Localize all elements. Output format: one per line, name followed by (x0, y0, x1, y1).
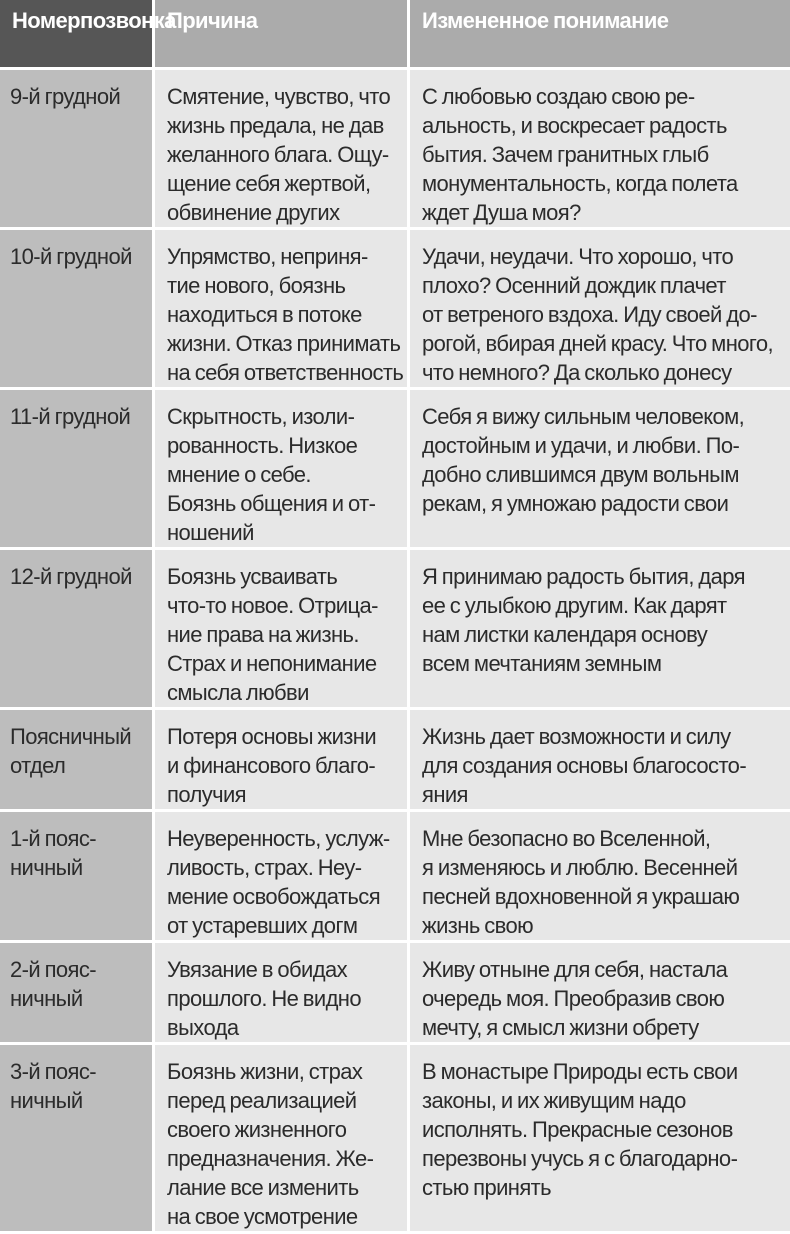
header-vertebra-number (0, 0, 176, 70)
cell-text-line: исполнять. Прекрасные сезонов (422, 1117, 733, 1142)
cause-cell (155, 550, 410, 710)
cell-text-line: жизнь свою (422, 913, 533, 938)
cell-text-line: желанного блага. Ощу- (167, 142, 389, 167)
cell-text-line: своего жизненного (167, 1117, 347, 1142)
cell-text-line: Жизнь дает возможности и силу (422, 724, 731, 749)
header-text-line: позвонка (80, 8, 176, 33)
table-row (0, 812, 790, 943)
cell-text-line: Страх и непонимание (167, 651, 377, 676)
cell-text-line: Неуверенность, услуж- (167, 826, 390, 851)
cell-text-line: 9-й грудной (10, 84, 121, 109)
cell-text-line: на себя ответственность (167, 360, 404, 385)
cell-text-line: прошлого. Не видно (167, 986, 361, 1011)
cell-text-line: 2-й пояс- (10, 957, 96, 982)
cell-text-line: 12-й грудной (10, 564, 132, 589)
cell-text-line: Себя я вижу сильным человеком, (422, 404, 745, 429)
cell-text-line: рогой, вбирая дней красу. Что много, (422, 331, 773, 356)
cell-text-line: мнение о себе. (167, 462, 311, 487)
cell-text-line: ничный (10, 1088, 83, 1113)
cell-text-line: Смятение, чувство, что (167, 84, 391, 109)
cell-text-line: ничный (10, 855, 83, 880)
cell-text-line: добно слившимся двум вольным (422, 462, 739, 487)
cell-text-line: песней вдохновенной я украшаю (422, 884, 740, 909)
cell-text-line: Боязнь общения и от- (167, 491, 376, 516)
cell-text-line: 10-й грудной (10, 244, 132, 269)
header-cause (155, 0, 410, 70)
cell-text-line: плохо? Осенний дождик плачет (422, 273, 726, 298)
cell-text-line: Поясничный (10, 724, 132, 749)
cell-text-line: получия (167, 782, 246, 807)
cell-text-line: С любовью создаю свою ре- (422, 84, 695, 109)
vertebra-cell (0, 943, 155, 1045)
table-row (0, 70, 790, 230)
table-row (0, 390, 790, 550)
header-changed-understanding (410, 0, 790, 70)
understanding-cell (410, 1045, 790, 1234)
cell-text-line: от ветреного вздоха. Иду своей до- (422, 302, 757, 327)
cell-text-line: для создания основы благососто- (422, 753, 747, 778)
vertebra-cell (0, 710, 155, 812)
table-row (0, 943, 790, 1045)
cell-text-line: я изменяюсь и люблю. Весенней (422, 855, 738, 880)
cell-text-line: мечту, я смысл жизни обрету (422, 1015, 699, 1040)
table-row (0, 230, 790, 390)
understanding-cell (410, 70, 790, 230)
cell-text-line: на свое усмотрение (167, 1204, 358, 1229)
cell-text-line: ждет Душа моя? (422, 200, 581, 225)
cell-text-line: от устаревших догм (167, 913, 358, 938)
cell-text-line: и финансового благо- (167, 753, 376, 778)
cell-text-line: Упрямство, неприня- (167, 244, 368, 269)
understanding-cell (410, 943, 790, 1045)
cell-text-line: ничный (10, 986, 83, 1011)
understanding-cell (410, 550, 790, 710)
cell-text-line: находиться в потоке (167, 302, 362, 327)
cell-text-line: лание все изменить (167, 1175, 359, 1200)
cell-text-line: Удачи, неудачи. Что хорошо, что (422, 244, 734, 269)
cause-cell (155, 1045, 410, 1234)
cell-text-line: бытия. Зачем гранитных глыб (422, 142, 709, 167)
vertebra-cell (0, 390, 155, 550)
cell-text-line: ее с улыбкою другим. Как дарят (422, 593, 727, 618)
cell-text-line: перезвоны учусь я с благодарно- (422, 1146, 738, 1171)
table-row (0, 1045, 790, 1234)
cell-text-line: мение освобождаться (167, 884, 381, 909)
understanding-cell (410, 230, 790, 390)
header-text-line: Номер (12, 8, 80, 33)
cause-cell (155, 230, 410, 390)
vertebra-cell (0, 70, 155, 230)
cell-text-line: Боязнь усваивать (167, 564, 338, 589)
cell-text-line: что немного? Да сколько донесу (422, 360, 732, 385)
vertebra-cell (0, 230, 155, 390)
table-row (0, 710, 790, 812)
cause-cell (155, 390, 410, 550)
cell-text-line: тие нового, боязнь (167, 273, 346, 298)
cell-text-line: Мне безопасно во Вселенной, (422, 826, 711, 851)
cell-text-line: рованность. Низкое (167, 433, 358, 458)
cell-text-line: 3-й пояс- (10, 1059, 96, 1084)
cell-text-line: перед реализацией (167, 1088, 357, 1113)
cell-text-line: ношений (167, 520, 254, 545)
header-text-line: Измененное понимание (422, 8, 669, 33)
cell-text-line: законы, и их живущим надо (422, 1088, 686, 1113)
cell-text-line: 1-й пояс- (10, 826, 96, 851)
table-body (0, 70, 790, 1234)
cell-text-line: обвинение других (167, 200, 340, 225)
cell-text-line: очередь моя. Преобразив свою (422, 986, 725, 1011)
cell-text-line: 11-й грудной (10, 404, 131, 429)
cell-text-line: монументальность, когда полета (422, 171, 738, 196)
cell-text-line: всем мечтаниям земным (422, 651, 662, 676)
cell-text-line: достойным и удачи, и любви. По- (422, 433, 740, 458)
understanding-cell (410, 710, 790, 812)
table-header-row (0, 0, 790, 70)
cell-text-line: Боязнь жизни, страх (167, 1059, 363, 1084)
cause-cell (155, 943, 410, 1045)
cell-text-line: смысла любви (167, 680, 309, 705)
cell-text-line: стью принять (422, 1175, 551, 1200)
cell-text-line: рекам, я умножаю радости свои (422, 491, 729, 516)
cell-text-line: ливость, страх. Неу- (167, 855, 362, 880)
vertebra-cell (0, 812, 155, 943)
understanding-cell (410, 390, 790, 550)
understanding-cell (410, 812, 790, 943)
cell-text-line: альность, и воскресает радость (422, 113, 727, 138)
cell-text-line: предназначения. Же- (167, 1146, 374, 1171)
cell-text-line: что-то новое. Отрица- (167, 593, 378, 618)
cause-cell (155, 812, 410, 943)
cell-text-line: отдел (10, 753, 66, 778)
cell-text-line: жизнь предала, не дав (167, 113, 384, 138)
cell-text-line: жизни. Отказ принимать (167, 331, 401, 356)
cell-text-line: щение себя жертвой, (167, 171, 371, 196)
cell-text-line: нам листки календаря основу (422, 622, 708, 647)
cell-text-line: Скрытность, изоли- (167, 404, 355, 429)
cell-text-line: Увязание в обидах (167, 957, 347, 982)
cell-text-line: Потеря основы жизни (167, 724, 377, 749)
cell-text-line: Живу отныне для себя, настала (422, 957, 728, 982)
cell-text-line: яния (422, 782, 468, 807)
header-text-line: Причина (167, 8, 258, 33)
cell-text-line: В монастыре Природы есть свои (422, 1059, 738, 1084)
cause-cell (155, 70, 410, 230)
table-row (0, 550, 790, 710)
cause-cell (155, 710, 410, 812)
vertebra-cell (0, 550, 155, 710)
cell-text-line: ние права на жизнь. (167, 622, 359, 647)
vertebra-cell (0, 1045, 155, 1234)
cell-text-line: выхода (167, 1015, 239, 1040)
cell-text-line: Я принимаю радость бытия, даря (422, 564, 745, 589)
